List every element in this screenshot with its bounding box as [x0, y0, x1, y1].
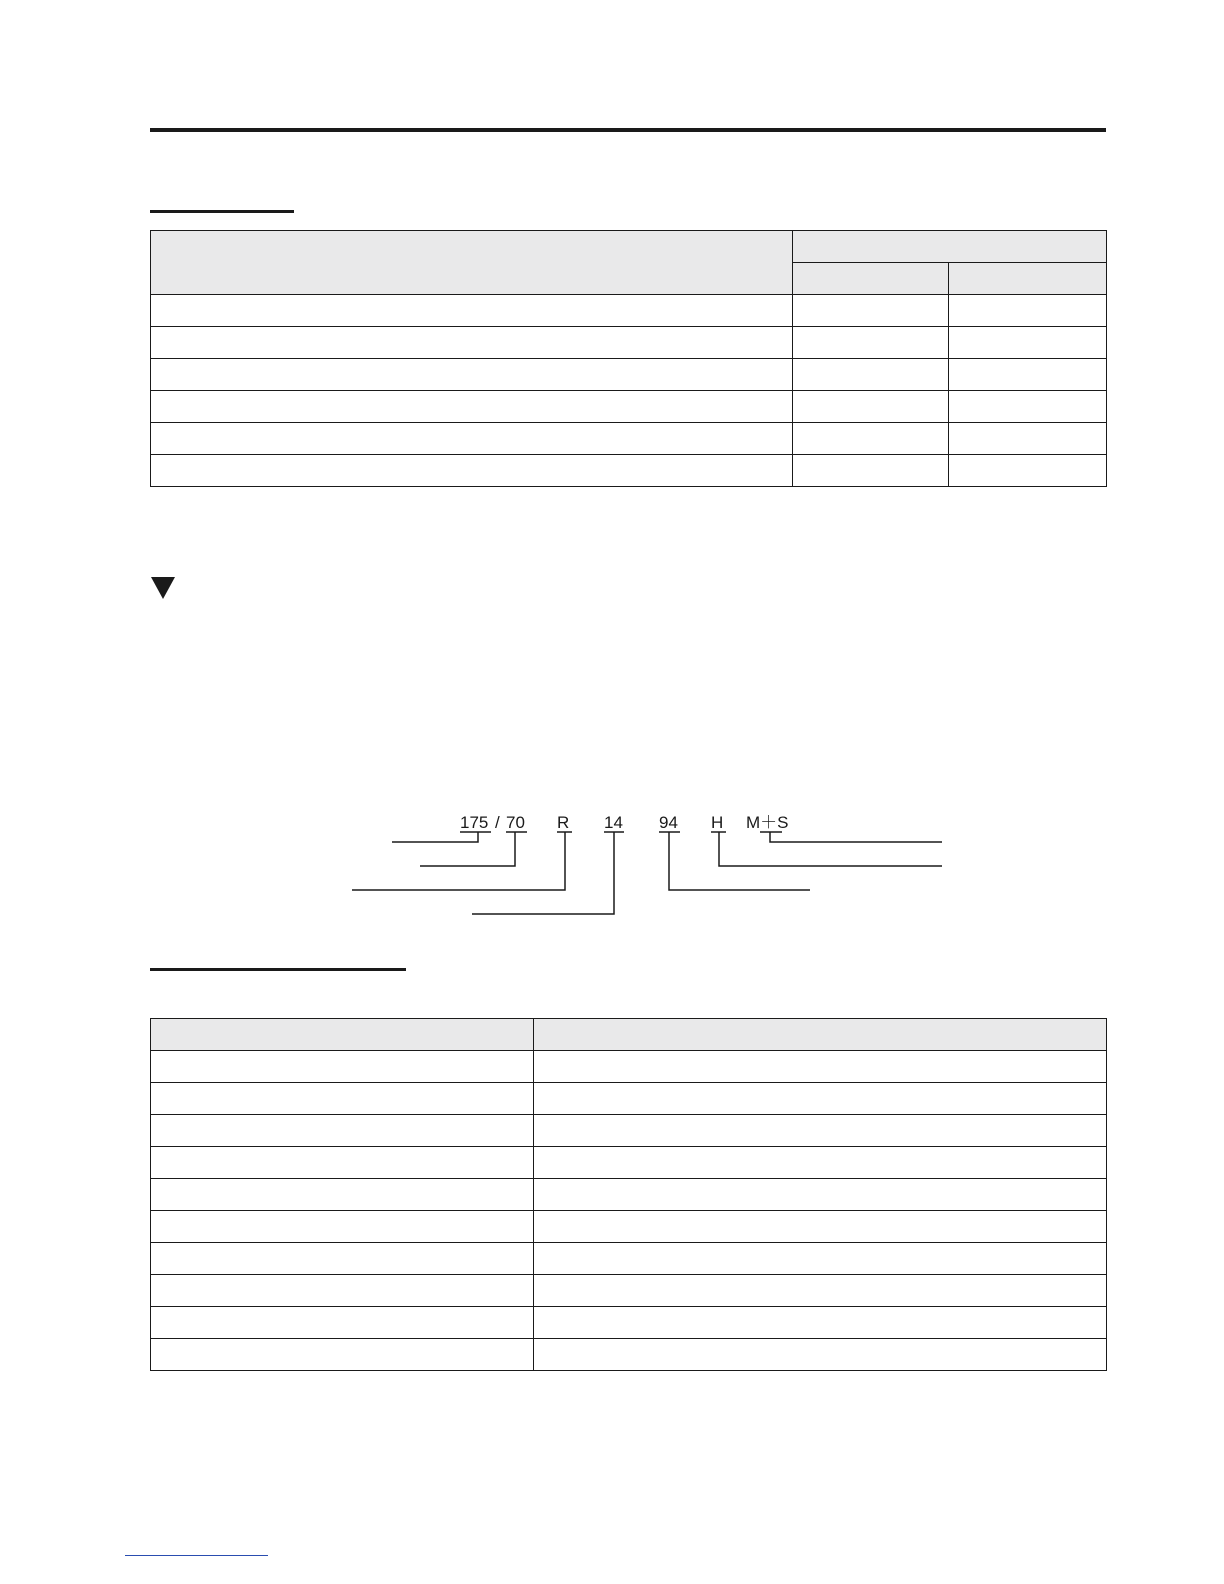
section-2-heading-rule: [150, 968, 406, 971]
tire-speed: H: [711, 813, 724, 832]
code-table-header-col2: [534, 1019, 1107, 1051]
tire-separator: /: [495, 813, 500, 832]
tire-construction: R: [557, 813, 570, 832]
code-table-header-col1: [151, 1019, 534, 1051]
table-row: [151, 1147, 1107, 1179]
tire-aspect: 70: [506, 813, 525, 832]
table-row: [151, 1083, 1107, 1115]
code-table: [150, 1018, 1107, 1371]
tire-rim: 14: [604, 813, 623, 832]
footer-link-underline[interactable]: [125, 1555, 268, 1556]
table-row: [151, 1339, 1107, 1371]
table-row: [151, 1179, 1107, 1211]
table-row: [151, 1275, 1107, 1307]
table-row: [151, 1051, 1107, 1083]
table-row: [151, 1211, 1107, 1243]
table-row: [151, 1115, 1107, 1147]
tire-load-index: 94: [659, 813, 678, 832]
tire-width: 175: [460, 813, 489, 832]
table-row: [151, 1243, 1107, 1275]
table-row: [151, 1307, 1107, 1339]
tire-mud-snow: M＋S: [746, 813, 789, 832]
